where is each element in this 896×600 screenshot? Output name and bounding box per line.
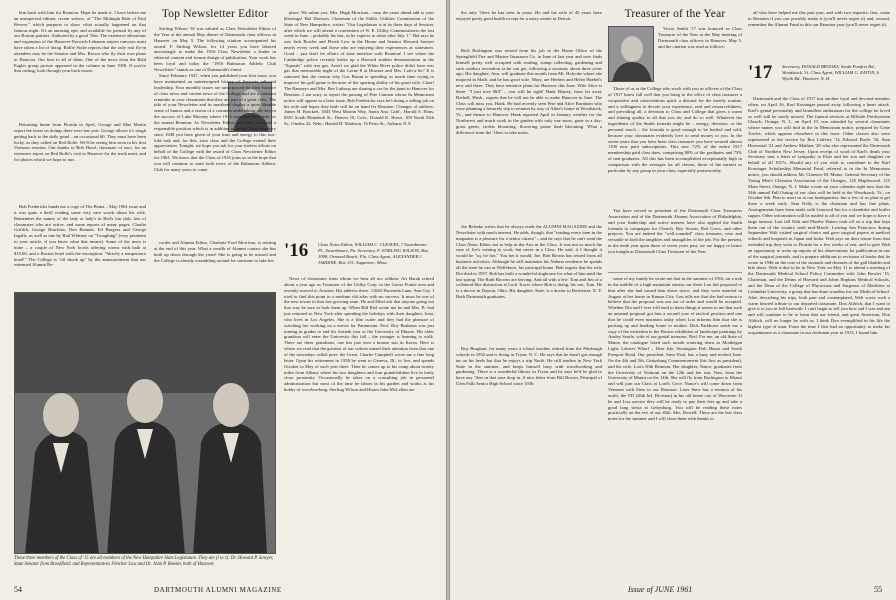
col3-text: place. We salute you, Mrs. Hugh Morrison – may the years ahead add to your blessings! Hal Davison, Chairman of the Public Utilities Commission of the State of New Hampshire, writes: "Our Legislature is at its three days of Session, after which we will attend a convention of N. E. Utility Commissioners the last week in June – probably his last, as he expects to retire after July 1." Hal says he saw Jack Bowler and Fletch Low in the House and Senator Howard Sawyer nearly every week and those who are enjoying their experiences as statesmen. Good – just don't let affairs of state interfere with Reunion! I see where the Cambridge police recently broke up a Harvard student demonstration in the "Squeals" with tear gas. Aren't we glad the White River police didn't have tear gas that memorable night of the Lorne 8 at Hosmer and Mrs. Loth-a-lot? It is rumored that the reason why Gus Bruun is spending so much time trying to improve his golf game is because of the sporting ability of his good wife, Clara! The Ramseys and Mrs. Bev Lathrop are sharing a car for the jaunt to Hanover for Reunion. I am sorry to report the passing of Pete Cannon whose In Memoriam notice will appear in a later issue. Bob Fredericks says he's doing a selling job on his wife and hopes they both will be on hand for Reunion. Changes of address: James H. Brackett, 1843 West Marion Way, Santa Ana, Calif.; Harold S. Elms, 8391 South Rhinebolt St., Denver 10, Colo.; Donald K. Howe, 109 North 55th St., Omaha 32, Nebr.; Harold H. Mattison, 16 Petro St., Auburn, N.Y. — [284, 10, 434, 127]
newsletter-title: Top Newsletter Editor — [161, 8, 269, 20]
left-page — [0, 0, 446, 600]
photo-caption: These three members of the Class of '15 are all members of the New Hampshire State Legislature. They are (l to r): Dr. Howard P. Sawyer, State Senator from Brookfield; and Representatives Fletcher Low and Dr. John P. Bowler, both of Hanover. — [14, 556, 274, 567]
right-col1-mid: Rich Burlington was retired from his job in the Home Office of the Springfield Fire and Marine Insurance Co. in June of last year and now finds himself pretty well occupied with reading, stamp collecting, gardening and such outdoor recreation as he can get, following a coronary about three years ago. His daughter, Ann, will graduate this month from Mt. Holyoke where she majored in Math. and he has good wife, Mary, are Herbert and Helen Haebel's new and there. They have tentative plans for Hanover this June. Wife Alice is there: "I just love Bill" – you will be right! Hank Blaney, from far away Bothell, Wash., regrets that he will not be able to make Hanover in June. The Class will miss you, Hank. He had recently seen Pete and Alice Burnham who were planning a leisurely trip to reunion by way of Aline's home in Woodstock, Vt., and thence to Hanover. Hank reported April in January weather for the Northwest and much work in the garden with only one snow, gone in a day: grass green, violets blooming, flowering prune bush blooming. What a difference from the '16ers to take notes. — [456, 48, 602, 135]
col1-mid: Returning home from Florida in April, George and Mae Martin report the latest on doings there over last year. George allows it's tough getting back to the daily grind – an occasional 60. They must have been lucky, as they called on Red Rolfe. We'll be seeing him soon in his first Vermont reunion. Our thanks to Bob Hood, classmate of ours, for an extensive report on Red Rolfe's visit to Hanover for the track meet, and for photos which we hope to run. — [14, 122, 146, 163]
col1-top: him back with him for Reunion. Hope he made it. I have before me an unexpected edition, recent writers, of "The Midnight Ride of Paul Revere," which purports to show what actually happened on that famous night. It's an amusing epic and available for perusal by any of our Boston patriots. Authored by a good '16er. The extensive alterations and expansion of the Hanover-Norwich-Lebanon airport runways must have taken a lot of doing. Rollie Stoke reports that the only real fly-in attendees may be the Senator and Mrs. Brown who fly their own plane to Hanover. Our best to all of them. One of the news from the Bald Eagles group picture appeared in the column in June 1958. If you've that cutting, look through your back issues. — [14, 10, 146, 74]
right-col1-top: the only '16ers he has seen in years. He and his wife of 45 years have enjoyed pretty good health except for a nasty winter in Detroit. — [456, 10, 602, 21]
treasurer-rule — [608, 272, 742, 273]
class-16-header: '16 — [284, 240, 309, 261]
treasurer-intro: Victor Smith '17 was honored as Class Treasurer of the Year at the May meeting of Dartmouth class officers in Hanover, May 5, and the citation was read as follows: — [658, 26, 742, 49]
right-col1-end: Roy Burghart, for many years a school teacher, retired from the Pittsburgh schools in 1952 and is living in Tryon, N. C. He says that he hasn't got enough tar on his heels but that he enjoys a trip North. He still teaches in New York State in the summer, and keeps himself busy with woodworking and gardening. There is a wonderful library in Tryon and he says he'd be glad to have any '16er in that area drop in. A nice letter from Bill Brown, Principal of Glen Falls Senior High School since 1936. — [456, 346, 602, 387]
page-number-left: 54 — [14, 585, 22, 594]
issue-line: Issue of JUNE 1961 — [628, 585, 693, 594]
right-col1-bot: Joe Belsake writes that he always reads the ALUMNI MAGAZINE and the Newsletter with much interest. He adds, though, that "reading every item in the magazine is a pleasure for a senior citizen" – and he says that he can't send the Class Notes Editor not to help in the Arts in the Class. It was not so much the ease of Joe's coming to work, but never in a Class. He said, if I thought it would be "sq. be fun." You bet it would, Joe. Bob Brown has retired from all business activities. Although he still maintains his Nahma residence he spends all the time he can at Wolfeboro, his principal home. Bob regrets that his wife Dot died in 1957. Bob has built a wonderful doghouse for what of him until the last spring. The Ruth Browns are leaving. And all with a few. Tom and Jim of a collateral-like distinction at Lock Tower where Bob is doing, his son, Tom. He is a doctor in Dayton, Ohio. His daughter, Kate, is a doctor in Rochester, N. Y. Both Dartmouth graduates. — [456, 224, 602, 300]
treasurer-title: Treasurer of the Year — [624, 8, 726, 20]
class-17-header: '17 — [748, 62, 773, 83]
col1-bot: Bob Fredericks hands me a copy of The Bema – May 1961 issue and it was quite a thrill reading some very nice words about his wife. Remember the names of the lady or lady's in Red's fan club, lots of classmates who are active, and some reports of many pages. Charlie Griffith, George Hutchins, Don Bennett, Ed Burgess and George Ingalls, as well as one by Bud Whitney on "Troughing" (very pertinent to your article, if you know what that means). Some of the news is mine – a couple of New York locals offering rooms with bath at $10.00, and a Boston hotel with the inscription: "Strictly a temperance hotel!" The College is "all shook up" by the announcement that our esteemed Alumni Re- — [14, 204, 146, 268]
treasurer-citation: Those of us at the College who work with you as officers of the Class of 1917 know full well that you bring to the office of class treasurer a cooperative and conscientious spirit, a distaste for the merely routine, and a willingness to devote your experience, zeal and resourcefulness, and prevailing all, a devotion to Class and College that gives a warm and shining quality to all that you do, and do so well. Whatever the ingredients of the Smith formula might be – energy, devotion, or the personal touch – the formula is good enough to be bottled and sold, because your classmates evidently love to send money to you. In the seven years that you have been class treasurer you have secured almost 1100 new paid subscriptions. This new 72% of the entire 1917 membership paid class dues, comprising 80% of the graduates and 73% of non-graduates. All this has been accomplished exceptionally high in comparison with the averages for all classes, those of the earnest or particular by any group in your class, especially praiseworthy. — [608, 86, 742, 173]
class-17-notes: Dartmouth and the Class of 1917 lost another loyal and devoted member when, on April 16, Karl Kossinger passed away following a heart attack. Karl's genial personality and boundless enthusiasm for the college he loved so well will be sorely missed. The funeral services at Hillside Presbyterian Church, Orange, N. J., on April 19, was attended by several classmates whose names you will find in the In Memoriam notice, prepared by Gene Towler, which appears elsewhere in this issue. Other classes also were represented at the service by Ros Lafferty '14, Edward Boyle '16, Stan Hoovestal '22 and Andrew Mathias '28 who also represented the Dartmouth Club of Northern New Jersey. Upon receipt of word of Karl's death your Secretary sent a letter of sympathy to Elsie and her son and daughter on behalf of all 1917s. Should any of you wish to contribute to the Karl Kossinger Scholarship Memorial Fund, referred to in the In Memoriam notice, you should address Mr. Clarence M. Mease, General Secretary of the Young Men's Christian Association of the Oranges, 125 Maplewood, 125 Main Street, Orange, N. J. Make a note on your calendar right now that the 54th annual Fall Outing of our class will be held at the Woodstock, Vt., on October 6th. Plan to meet us at our headquarters, but a few of us plan to get there a week early. Sam Kelly is the chairman and has fine plans. Arrangements have been made with Linwood Inn for a clambake and buffet supper. Other information will be mailed to all of you and we hope to have a large turnout. Last fall Walt and Phoebe Waters took off on a trip that kept them out of the country until mid-March. Leaving San Francisco during September Walt visited surgical clinics and gave surgical papers at medical schools and hospitals in Japan and India. Walt says on their return from that extended trip they went to Florida for a few weeks of rest, and to give Walt an opportunity to write up reports of his observations for publication in one of the surgical journals, and to prepare additions to revisions of books that he wrote in 1946 on the cure of the stomach and diseases of the gall bladder and bile ducts. Walt is due to be in New York on May 11 to attend a meeting of the Dartmouth Medical School Policy Committee with John Bowler '15, Chairman, and the Deans of Harvard and Johns Hopkins Medical Schools, and the Dean of the College of Physicians and Surgeons of Medicine at Columbia University, a group that has done wonders for our Medical School. After describing his trips, both past and contemplated, Walt wrote such a warm hearted tribute to our departed classmate, Don Aldrich, that I want to give it to you in full herewith: I can't begin to tell you how sad I was and am and will continue to be to learn that our friend, and great American, Don Aldrich, will no longer be with us. I think Don exemplified in his life the highest type of man. From the time I first had an opportunity to make his acquaintance as a classmate in our freshman year in 1913, I found him — [748, 96, 890, 335]
legislators-photo — [14, 292, 276, 554]
page-number-right: 55 — [874, 585, 882, 594]
editor-citation: Stirling Wilson '16 was saluted as Class Newsletter Editor of the Year at the annual May dinner of Dartmouth class officers in Hanover on May 5. The following citation accompanied his award: F. Stirling Wilson, for 14 years you have labored unceasingly to make the 1916 Class Newsletter a leader in editorial content and format design of publication. Your work has been loyal and today the "1916 Bulmacan Athletic Club Newsletter" stands as one of Dartmouth's finest. Since February 1947, when you published your first issue, you have maintained an uninterrupted history of first-rate editorial leadership. Your monthly issues are unsurpassed for their balance of class news and current news of the College and are a constant reminder to your classmates that they are part of a great class. The title of your Newsletter and its masthead display a quiet likeable sense of humor and a vision of a common undertaking: the key to the success of Lake Mooney where 1916 members have met for the annual Reunion. As Newsletter Editor, you have assumed a responsible position which is in addition to being Class Secretary since 1948 you have given of your time and energy to this two-fold task and, for this, your class and the College extend their appreciation. Tonight, we hope you ask for your tireless efforts on behalf of the College with the award of Class Newsletter Editor for 1961. We know that the Class of 1916 joins us in the hope that you will continue to send forth news of the Bulmacan Athletic Club for many years to come. — [154, 26, 276, 172]
magazine-footer: DARTMOUTH ALUMNI MAGAZINE — [154, 586, 282, 594]
treasurer-citation-2: You have served as president of the Dartmouth Class Treasurers Association and of the Dartmouth Alumni Association of Philadelphia, and your leadership and active interest have also applied the Smith formula to campaigns for Church, Boy Scouts, Red Cross, and other projects. You are indeed the "well-rounded" class treasurer, wise and versatile in both the tangibles and intangibles of the job. For the present, in the tenth year upon those of seven years past, we are happy to honor you tonight as Dartmouth Class Treasurer of the Year. — [608, 208, 742, 254]
right-page — [450, 0, 896, 600]
treasurer-portrait — [608, 26, 654, 82]
col2-top: corder and Alumni Editor, Charlotte Ford Morrison, is retiring at the end of this year. What a wealth of Alumni contact she has built up down through the years! She is going to be missed and the College is already scrambling around for someone to take her — [154, 240, 276, 263]
class-16-notes: News of classmates from whom we hear all too seldom: Art Barak retired about a year ago as Treasurer of the Utility Corp. in the Goose Pointe area and recently moved to Arizona. His address there: 11663 Hacienda Lane, Sun City. I tried to find this point in a medium old atlas with no success. It must be one of the new towns in that fast growing state. He and Ethel ask that anyone going out that way be sure to look them up. When Bill Biel wrote me he and Mrs. B. had just returned to New York after spending the holidays with their daughter, Joan, who lives in Los Angeles. She is a film cutter and they had the pleasure of watching her working on a movie for Paramount. Prof. Roy Brahams was just turning in grades to end his fortieth year at the University of Illinois. His older grandson will enter the University this fall – the younger is learning to walk. There are three grandsons, one has just won a bronze star in Korea. Here is where we read that the greatest of our writers turned their attention from that one of the nowadays called poet: the Great. Charlie Campbell wrote me a fine long letter. Upon his retirement in 1958 he went to Geneva, Ill., to live, and spends October to May of each year there. Then he comes up to his camp about twenty miles from Albany where his two daughters and four grandchildren live in fairly close proximity. Occasionally he takes on a consulting job in personnel administration but most of the time he labors in his garden and works at his hobby of woodworking. Sterling Wilson and Hiram John McLellan are — [284, 276, 434, 393]
class-17-officers: Secretary, DONALD BROOKS, South Pomfret Rd., Woodstock, Vt. Class Agent, WILLIAM G. EATON, 6 Wyeth Rd., Hanover, N. H. — [782, 64, 879, 81]
class-16-officers: Class Notes Editor, WILLIAM C. CLEAVES, 7 Swarthmore Pl., Swarthmore, Pa. Secretary, F. STIRLING WILSON, Box 1998, Ormond Beach, Fla. Class Agent, ALEXANDER J. JARDINE, Box 131, Sagamore, Mass. — [318, 242, 429, 265]
right-col2-bottom: some of my family he wrote me that in the summer of 1916, on a trek in the middle of a high mountain stream our there Lou hid proposed to him after she had turned him down twice, and they were married in August at her home in Kansas City. Lou tells me that she had reason to believe that the proposal was not out of order and would be accepted. Whether Dix and I ever will tend to these things it seems to me that such an unusual proposal got him a second year of tactical position and one that he could even maintain today when Lou informs him that she is packing up and heading home to mother. Dick Parkhurst sends me a copy of the invitation to the Boston exhibition of landscape paintings by Ansley Searle, wife of our genial treasurer, Rod. For me, an old State of Maine, the catalogue listed such mouth watering items as Monhegan Light, Lobster Wharf – Deer Isle, Stonington Fish House and South Freeport Road. Our president, Stew Paul, has a busy and invited June. On the 4th and 5th, Gettysburg Commencement (his first as president), and his wife, Lou's 50th Reunion. Her daughter, Nance, graduates from the University of Vermont on the 12th and her son, Tom, from the University of Miami on the 14th. She will fly from Burlington to Miami and will join our Class at Lord's Cove. Nance's will come down from Vermont with Stew to our Reunion. Later Stew has a reunion of his outfit, the YD (26th Inf. Division) in his old home city of Worcester. If he and Lou survive they will be ready to pay their feet up and take a good long siesta at Gettysburg. You will be reading these notes practically on the eve of our 45th. Mrs. Rowell: These are the last class notes for the summer and I will close them with thanks to — [608, 276, 742, 422]
right-col3-top: all who have helped me this past year, and with two requests: first, come to Reunion if you can possibly make it (you'll never regret it) and, second, remember the Alumni Fund in this our Reunion year (you'll never regret it). — [748, 10, 890, 27]
